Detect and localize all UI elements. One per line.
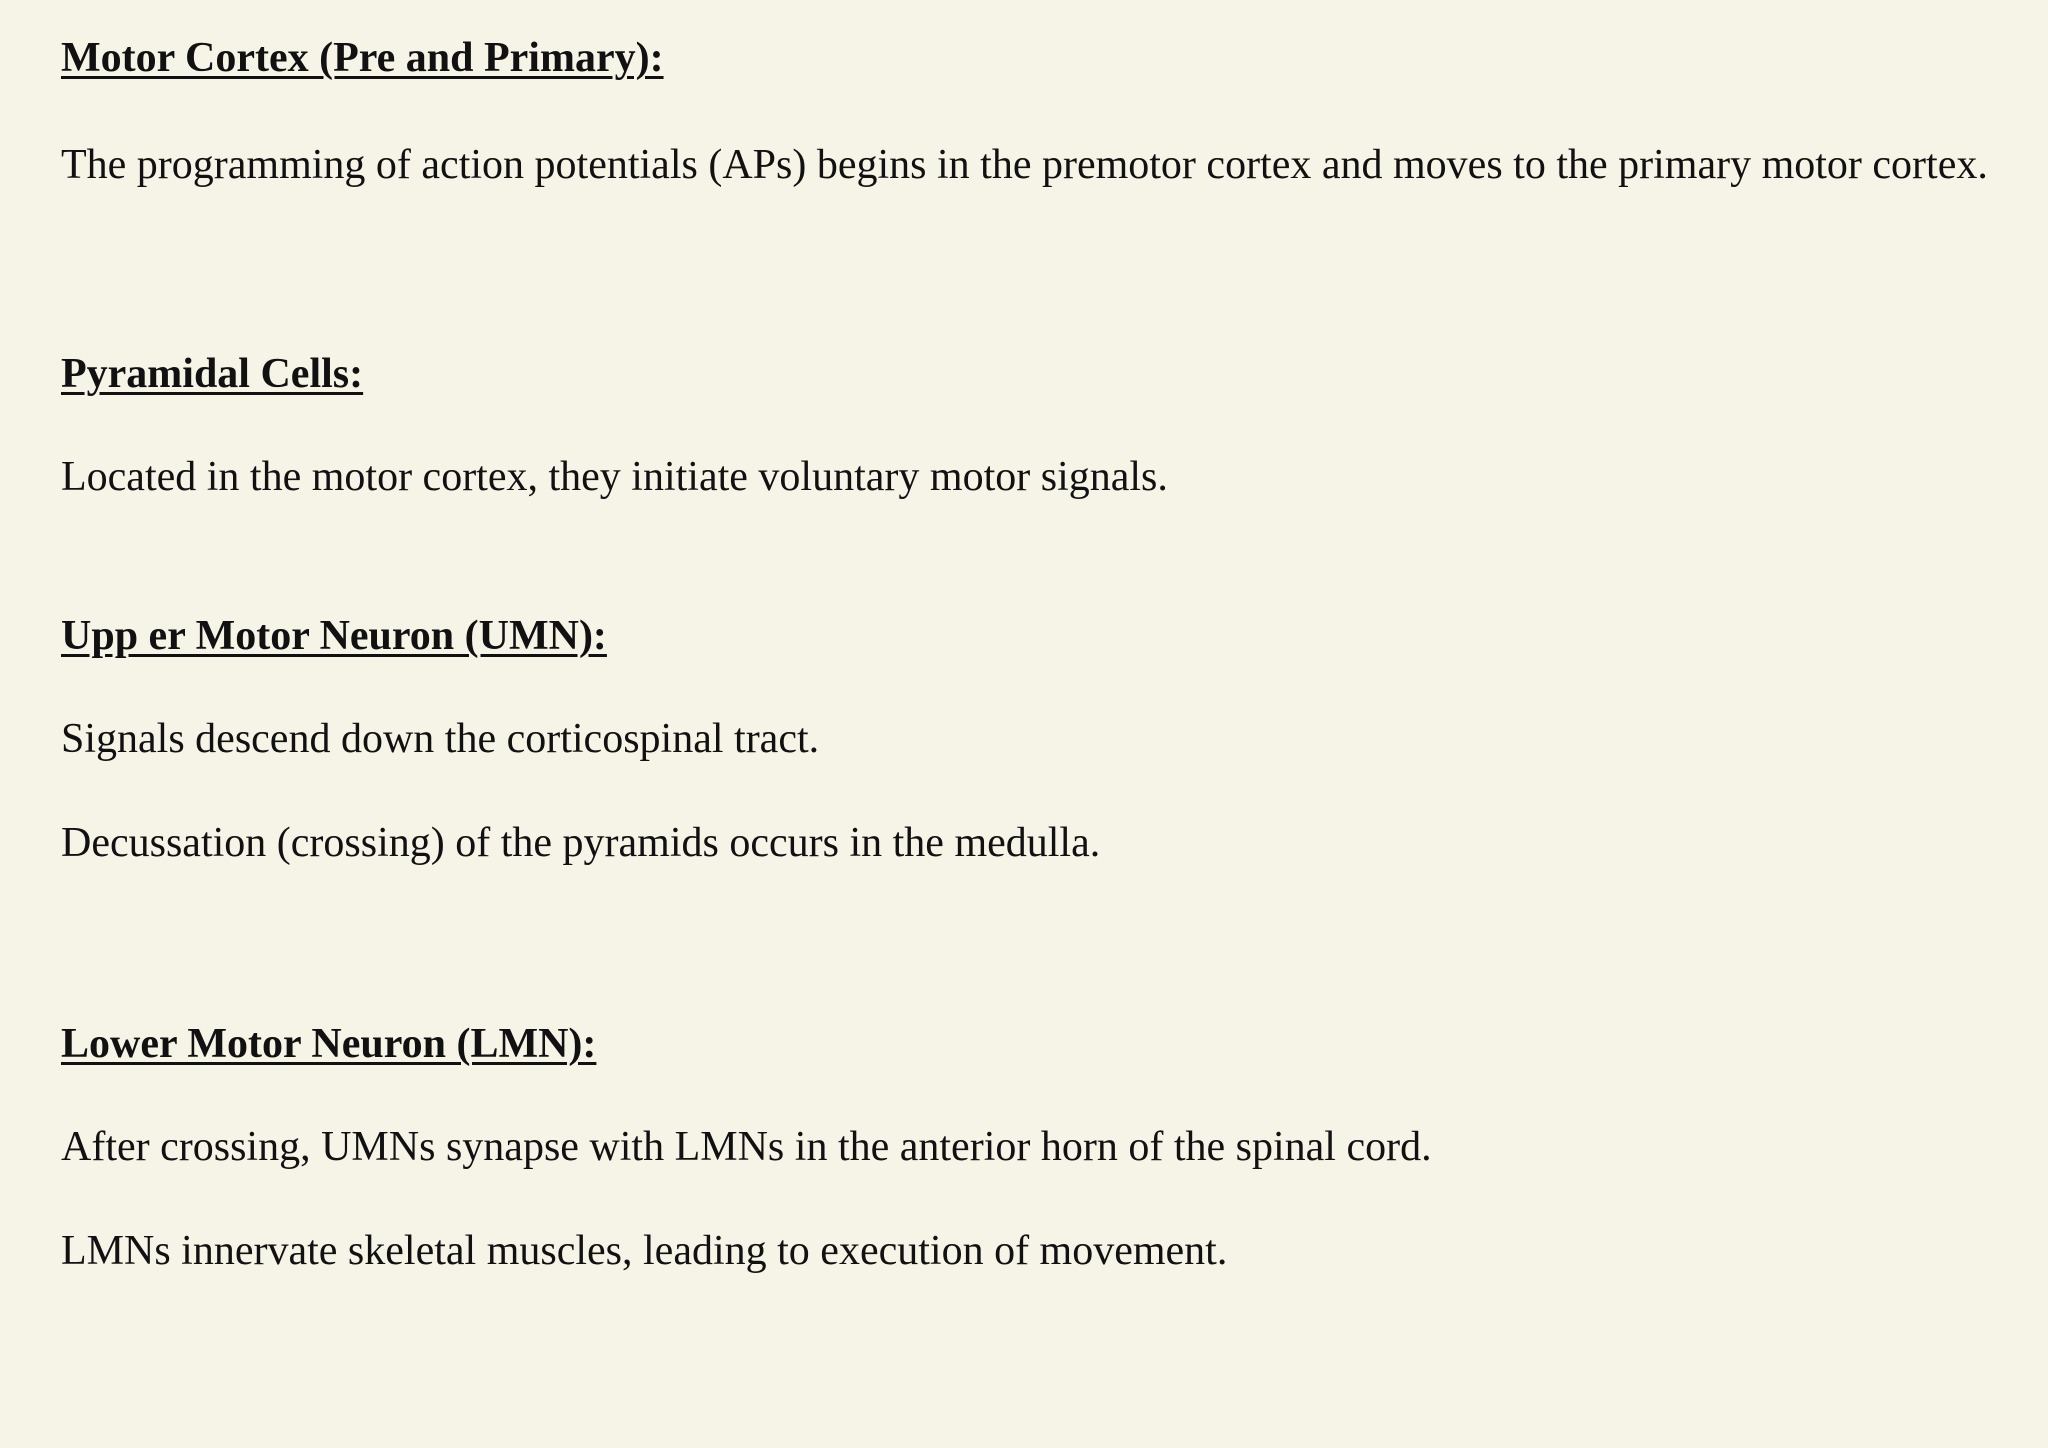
section-heading-motor-cortex: Motor Cortex (Pre and Primary): — [61, 35, 664, 81]
paragraph-motor-cortex: The programming of action potentials (APs) begins in the premotor cortex and moves to the primary motor cortex. — [61, 142, 1988, 188]
paragraph-umn-corticospinal: Signals descend down the corticospinal tract. — [61, 716, 820, 762]
section-heading-upper-motor-neuron: Upp er Motor Neuron (UMN): — [61, 613, 607, 659]
paragraph-lmn-synapse: After crossing, UMNs synapse with LMNs in the anterior horn of the spinal cord. — [61, 1124, 1432, 1170]
section-heading-pyramidal-cells: Pyramidal Cells: — [61, 351, 364, 397]
paragraph-lmn-innervation: LMNs innervate skeletal muscles, leading to execution of movement. — [61, 1228, 1228, 1274]
paragraph-pyramidal-cells: Located in the motor cortex, they initiate voluntary motor signals. — [61, 454, 1168, 500]
paragraph-umn-decussation: Decussation (crossing) of the pyramids occurs in the medulla. — [61, 820, 1101, 866]
section-heading-lower-motor-neuron: Lower Motor Neuron (LMN): — [61, 1021, 597, 1067]
